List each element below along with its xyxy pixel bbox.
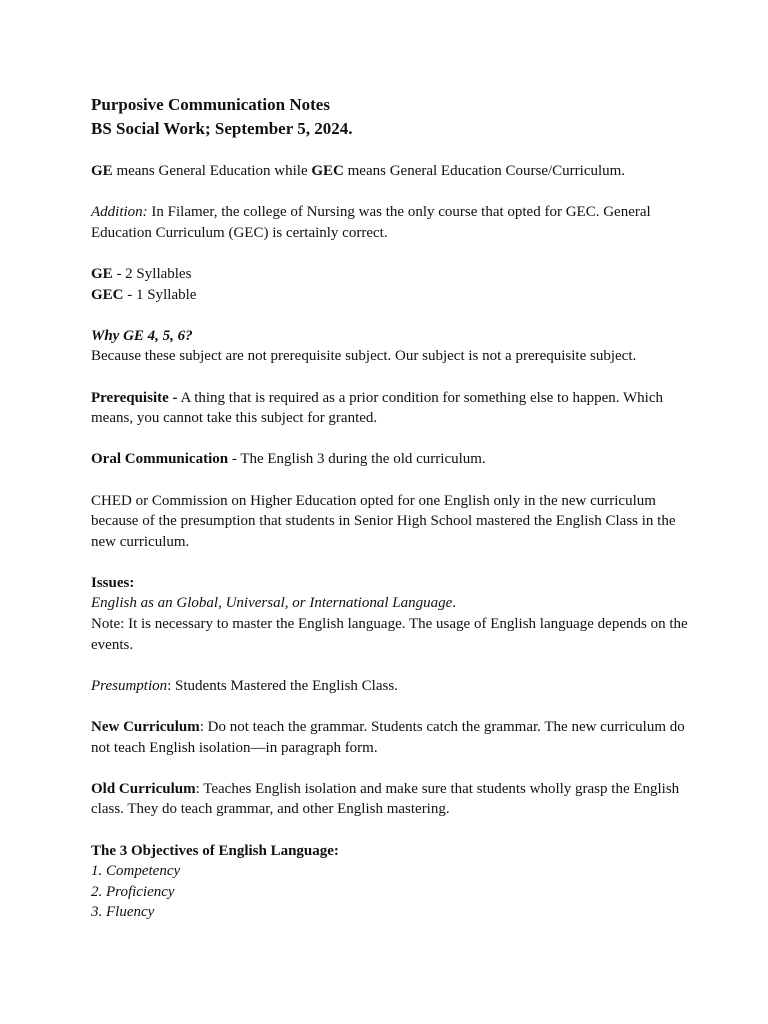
objective-item xyxy=(91,861,691,882)
objective-item-text: 2. Proficiency xyxy=(91,883,175,900)
addition-paragraph xyxy=(91,202,691,243)
objective-item-text: 3. Fluency xyxy=(91,904,155,921)
prerequisite-text: A thing that is required as a prior condition for something else to happen. Which means, you cannot take this subject for granted. xyxy=(91,389,663,427)
old-curriculum-text: : Teaches English isolation and make sure that students wholly grasp the English class. They do teach grammar, and other English mastering. xyxy=(91,780,680,818)
objectives-heading-text: The 3 Objectives of English Language: xyxy=(91,842,339,859)
objectives-heading xyxy=(91,841,691,862)
new-curriculum-paragraph xyxy=(91,717,691,758)
ge-definition-rest: means General Education Course/Curriculum. xyxy=(343,163,626,179)
prerequisite-paragraph xyxy=(91,388,691,429)
ge-syllable-text: - 2 Syllables xyxy=(112,265,192,282)
ge-syllable-term: GE xyxy=(91,265,113,282)
presumption-text: : Students Mastered the English Class. xyxy=(167,677,398,694)
document-title: Purposive Communication Notes xyxy=(91,95,330,114)
presumption-paragraph xyxy=(91,676,691,697)
gec-syllable-term: GEC xyxy=(91,286,124,303)
why-answer: Because these subject are not prerequisite subject. Our subject is not a prerequisite subject. xyxy=(91,348,637,365)
old-curriculum-term: Old Curriculum xyxy=(91,780,196,797)
oral-communication-term: Oral Communication xyxy=(91,451,229,468)
presumption-term: Presumption xyxy=(91,677,168,694)
issues-heading-text: Issues: xyxy=(91,574,135,591)
new-curriculum-text: : Do not teach the grammar. Students catch the grammar. The new curriculum do not teach English isolation—in paragraph form. xyxy=(91,719,685,756)
addition-text: In Filamer, the college of Nursing was the only course that opted for GEC. General Education Curriculum (GEC) is certainly correct. xyxy=(91,204,651,241)
gec-syllables xyxy=(91,285,691,306)
new-curriculum-term: New Curriculum xyxy=(91,719,200,736)
oral-communication-text: - The English 3 during the old curriculum. xyxy=(228,451,486,468)
prerequisite-term: Prerequisite - xyxy=(91,389,178,406)
issues-topic xyxy=(91,593,691,614)
addition-label: Addition: xyxy=(91,204,148,221)
gec-syllable-text: - 1 Syllable xyxy=(123,286,197,303)
issues-topic-italic: English as an Global, Universal, or International Language xyxy=(91,595,453,612)
why-question-text: Why GE 4, 5, 6? xyxy=(91,327,193,344)
ge-definition-mid: means General Education while xyxy=(112,163,312,179)
why-question xyxy=(91,326,691,347)
ched-paragraph: CHED or Commission on Higher Education opted for one English only in the new curriculum because of the presumption that students in Senior High School mastered the English Class in the new curriculum. xyxy=(91,492,676,550)
issues-heading xyxy=(91,573,691,594)
issues-topic-end: . xyxy=(452,595,456,612)
objective-item-text: 1. Competency xyxy=(91,863,181,880)
document-body xyxy=(91,93,691,923)
oral-communication-paragraph xyxy=(91,449,691,470)
objective-item xyxy=(91,902,691,923)
document-subtitle: BS Social Work; September 5, 2024. xyxy=(91,119,353,138)
issues-note: Note: It is necessary to master the English language. The usage of English language depends on the events. xyxy=(91,616,688,653)
objective-item xyxy=(91,882,691,903)
ge-definition xyxy=(91,161,691,182)
gec-term: GEC xyxy=(311,163,344,179)
ge-term: GE xyxy=(91,163,113,179)
old-curriculum-paragraph xyxy=(91,779,691,820)
ge-syllables xyxy=(91,264,691,285)
